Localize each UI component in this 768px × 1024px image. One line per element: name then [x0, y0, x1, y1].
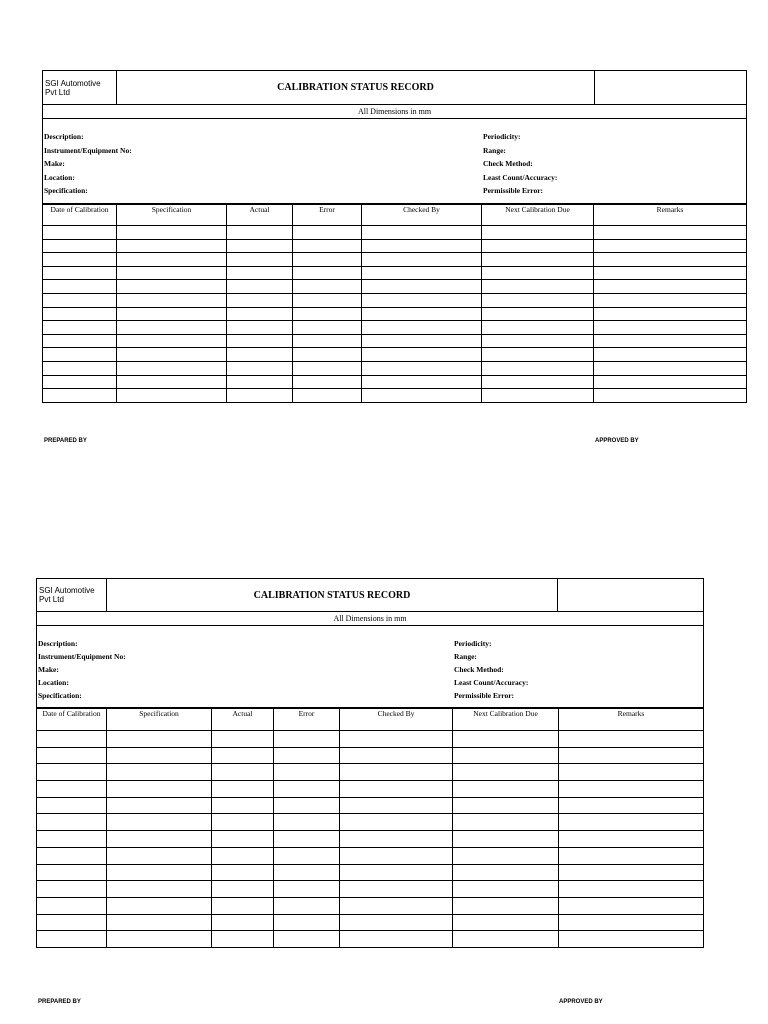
details-section — [42, 119, 747, 204]
table-cell[interactable] — [43, 280, 117, 294]
company-line-1: SGI Automotive — [39, 586, 95, 595]
details-section — [36, 626, 704, 708]
field-description: Description: — [38, 639, 78, 648]
table-cell[interactable] — [559, 914, 704, 931]
dimensions-note: All Dimensions in mm — [37, 612, 704, 626]
col-date-of-calibration: Date of Calibration — [37, 709, 107, 731]
table-cell[interactable] — [453, 864, 559, 881]
details-right — [454, 637, 528, 702]
col-specification: Specification — [107, 709, 212, 731]
table-cell[interactable] — [274, 797, 340, 814]
table-cell[interactable] — [37, 831, 107, 848]
table-cell[interactable] — [227, 280, 293, 294]
table-cell[interactable] — [594, 375, 747, 389]
col-remarks: Remarks — [594, 205, 747, 226]
table-cell[interactable] — [453, 914, 559, 931]
field-check-method: Check Method: — [454, 665, 504, 674]
table-cell[interactable] — [293, 307, 362, 321]
dimensions-note: All Dimensions in mm — [43, 105, 747, 119]
table-cell[interactable] — [293, 239, 362, 253]
calibration-form-1 — [42, 70, 747, 403]
table-cell[interactable] — [274, 747, 340, 764]
table-row — [37, 864, 704, 881]
table-cell[interactable] — [227, 253, 293, 267]
table-cell[interactable] — [227, 334, 293, 348]
table-cell[interactable] — [107, 797, 212, 814]
table-cell[interactable] — [482, 307, 594, 321]
table-cell[interactable] — [594, 226, 747, 240]
table-cell[interactable] — [453, 847, 559, 864]
table-row — [37, 797, 704, 814]
table-cell[interactable] — [482, 348, 594, 362]
table-cell[interactable] — [293, 266, 362, 280]
table-cell[interactable] — [227, 226, 293, 240]
table-cell[interactable] — [362, 266, 482, 280]
table-cell[interactable] — [482, 389, 594, 403]
table-cell[interactable] — [274, 914, 340, 931]
table-cell[interactable] — [293, 226, 362, 240]
table-row — [43, 293, 747, 307]
table-cell[interactable] — [43, 361, 117, 375]
table-cell[interactable] — [212, 764, 274, 781]
table-cell[interactable] — [482, 226, 594, 240]
form-title: CALIBRATION STATUS RECORD — [117, 71, 595, 105]
table-cell[interactable] — [117, 375, 227, 389]
table-body — [37, 731, 704, 948]
approved-by-label: APPROVED BY — [559, 999, 603, 1005]
field-periodicity: Periodicity: — [483, 132, 521, 141]
table-cell[interactable] — [274, 931, 340, 948]
table-cell[interactable] — [37, 814, 107, 831]
field-least-count: Least Count/Accuracy: — [483, 172, 558, 182]
table-cell[interactable] — [43, 321, 117, 335]
table-cell[interactable] — [594, 389, 747, 403]
table-cell[interactable] — [594, 321, 747, 335]
table-cell[interactable] — [293, 361, 362, 375]
table-cell[interactable] — [37, 731, 107, 748]
table-row — [37, 897, 704, 914]
table-cell[interactable] — [559, 881, 704, 898]
table-cell[interactable] — [212, 797, 274, 814]
table-cell[interactable] — [340, 847, 453, 864]
form-header — [36, 578, 704, 626]
company-line-2: Pvt Ltd — [45, 87, 70, 97]
table-row — [43, 239, 747, 253]
table-cell[interactable] — [37, 897, 107, 914]
col-error: Error — [274, 709, 340, 731]
table-cell[interactable] — [340, 731, 453, 748]
table-cell[interactable] — [293, 253, 362, 267]
table-cell[interactable] — [227, 361, 293, 375]
table-cell[interactable] — [117, 239, 227, 253]
table-cell[interactable] — [340, 864, 453, 881]
table-cell[interactable] — [117, 321, 227, 335]
field-description: Description: — [44, 132, 84, 141]
table-cell[interactable] — [362, 348, 482, 362]
table-cell[interactable] — [362, 226, 482, 240]
table-cell[interactable] — [43, 348, 117, 362]
table-cell[interactable] — [559, 847, 704, 864]
header-blank-cell — [595, 71, 747, 105]
table-cell[interactable] — [559, 764, 704, 781]
col-error: Error — [293, 205, 362, 226]
details-left — [38, 637, 126, 702]
col-next-calibration-due: Next Calibration Due — [482, 205, 594, 226]
table-cell[interactable] — [340, 881, 453, 898]
table-row — [37, 814, 704, 831]
table-cell[interactable] — [293, 375, 362, 389]
table-cell[interactable] — [43, 226, 117, 240]
table-cell[interactable] — [43, 334, 117, 348]
field-location: Location: — [44, 172, 75, 182]
calibration-form-2 — [36, 578, 704, 948]
table-cell[interactable] — [453, 814, 559, 831]
table-cell[interactable] — [37, 914, 107, 931]
table-cell[interactable] — [43, 389, 117, 403]
table-cell[interactable] — [293, 321, 362, 335]
table-cell[interactable] — [212, 914, 274, 931]
field-permissible-error: Permissible Error: — [483, 186, 544, 196]
table-cell[interactable] — [340, 797, 453, 814]
table-cell[interactable] — [559, 731, 704, 748]
table-cell[interactable] — [340, 764, 453, 781]
col-checked-by: Checked By — [340, 709, 453, 731]
table-cell[interactable] — [274, 864, 340, 881]
table-cell[interactable] — [37, 881, 107, 898]
field-check-method: Check Method: — [483, 159, 533, 169]
table-row — [37, 764, 704, 781]
table-cell[interactable] — [293, 348, 362, 362]
table-cell[interactable] — [362, 389, 482, 403]
table-row — [43, 348, 747, 362]
table-cell[interactable] — [482, 293, 594, 307]
company-name — [37, 579, 107, 612]
table-cell[interactable] — [559, 831, 704, 848]
field-instrument-no: Instrument/Equipment No: — [38, 652, 126, 661]
table-cell[interactable] — [453, 881, 559, 898]
table-cell[interactable] — [227, 307, 293, 321]
col-actual: Actual — [227, 205, 293, 226]
table-cell[interactable] — [227, 293, 293, 307]
table-cell[interactable] — [37, 864, 107, 881]
table-cell[interactable] — [594, 280, 747, 294]
col-checked-by: Checked By — [362, 205, 482, 226]
table-cell[interactable] — [362, 375, 482, 389]
table-cell[interactable] — [43, 253, 117, 267]
table-cell[interactable] — [362, 239, 482, 253]
table-row — [37, 747, 704, 764]
table-cell[interactable] — [43, 293, 117, 307]
col-next-calibration-due: Next Calibration Due — [453, 709, 559, 731]
table-row — [43, 375, 747, 389]
table-cell[interactable] — [340, 914, 453, 931]
table-cell[interactable] — [37, 797, 107, 814]
table-cell[interactable] — [482, 361, 594, 375]
table-cell[interactable] — [362, 293, 482, 307]
table-cell[interactable] — [107, 881, 212, 898]
table-cell[interactable] — [117, 293, 227, 307]
table-row — [43, 266, 747, 280]
table-body — [43, 226, 747, 403]
table-cell[interactable] — [453, 931, 559, 948]
table-cell[interactable] — [453, 731, 559, 748]
table-cell[interactable] — [453, 764, 559, 781]
table-cell[interactable] — [340, 831, 453, 848]
table-cell[interactable] — [212, 864, 274, 881]
col-remarks: Remarks — [559, 709, 704, 731]
table-cell[interactable] — [43, 375, 117, 389]
header-blank-cell — [558, 579, 704, 612]
table-cell[interactable] — [227, 389, 293, 403]
approved-by-label: APPROVED BY — [595, 438, 639, 444]
table-cell[interactable] — [107, 931, 212, 948]
table-cell[interactable] — [43, 266, 117, 280]
calibration-table — [42, 204, 747, 403]
table-cell[interactable] — [107, 847, 212, 864]
table-cell[interactable] — [107, 747, 212, 764]
table-cell[interactable] — [362, 280, 482, 294]
table-cell[interactable] — [453, 797, 559, 814]
table-cell[interactable] — [362, 334, 482, 348]
field-periodicity: Periodicity: — [454, 639, 492, 648]
company-line-2: Pvt Ltd — [39, 595, 64, 604]
table-cell[interactable] — [594, 239, 747, 253]
table-cell[interactable] — [212, 897, 274, 914]
table-cell[interactable] — [274, 881, 340, 898]
table-cell[interactable] — [559, 797, 704, 814]
table-cell[interactable] — [117, 361, 227, 375]
table-cell[interactable] — [482, 253, 594, 267]
table-cell[interactable] — [293, 293, 362, 307]
table-cell[interactable] — [594, 348, 747, 362]
table-cell[interactable] — [117, 226, 227, 240]
table-cell[interactable] — [594, 334, 747, 348]
table-cell[interactable] — [117, 307, 227, 321]
table-cell[interactable] — [212, 881, 274, 898]
field-make: Make: — [44, 159, 65, 169]
table-cell[interactable] — [293, 389, 362, 403]
table-cell[interactable] — [227, 375, 293, 389]
table-row — [43, 334, 747, 348]
table-cell[interactable] — [274, 847, 340, 864]
prepared-by-label: PREPARED BY — [38, 999, 81, 1005]
table-cell[interactable] — [482, 266, 594, 280]
table-row — [43, 253, 747, 267]
table-cell[interactable] — [293, 334, 362, 348]
calibration-table — [36, 708, 704, 948]
table-cell[interactable] — [559, 747, 704, 764]
table-cell[interactable] — [107, 764, 212, 781]
table-cell[interactable] — [43, 239, 117, 253]
table-cell[interactable] — [594, 266, 747, 280]
table-cell[interactable] — [274, 897, 340, 914]
table-row — [43, 307, 747, 321]
table-cell[interactable] — [274, 831, 340, 848]
table-cell[interactable] — [107, 731, 212, 748]
table-cell[interactable] — [594, 361, 747, 375]
table-header-row — [37, 709, 704, 731]
table-cell[interactable] — [559, 864, 704, 881]
form-title: CALIBRATION STATUS RECORD — [107, 579, 558, 612]
table-row — [43, 226, 747, 240]
table-cell[interactable] — [117, 334, 227, 348]
table-cell[interactable] — [453, 831, 559, 848]
table-cell[interactable] — [212, 814, 274, 831]
table-row — [43, 361, 747, 375]
table-cell[interactable] — [107, 914, 212, 931]
field-specification: Specification: — [44, 186, 88, 196]
prepared-by-label: PREPARED BY — [44, 438, 87, 444]
table-row — [37, 831, 704, 848]
form-header — [42, 70, 747, 119]
table-cell[interactable] — [43, 307, 117, 321]
table-cell[interactable] — [559, 931, 704, 948]
table-row — [37, 781, 704, 798]
table-cell[interactable] — [212, 747, 274, 764]
table-cell[interactable] — [362, 321, 482, 335]
table-header-row — [43, 205, 747, 226]
table-cell[interactable] — [107, 897, 212, 914]
table-cell[interactable] — [293, 280, 362, 294]
table-cell[interactable] — [117, 280, 227, 294]
table-cell[interactable] — [482, 280, 594, 294]
table-cell[interactable] — [482, 239, 594, 253]
table-cell[interactable] — [227, 239, 293, 253]
company-name — [43, 71, 117, 105]
field-specification: Specification: — [38, 691, 82, 700]
field-location: Location: — [38, 678, 69, 687]
table-cell[interactable] — [37, 747, 107, 764]
table-cell[interactable] — [107, 814, 212, 831]
details-right — [483, 130, 557, 198]
table-cell[interactable] — [594, 253, 747, 267]
field-make: Make: — [38, 665, 59, 674]
field-least-count: Least Count/Accuracy: — [454, 678, 529, 687]
table-cell[interactable] — [274, 781, 340, 798]
table-cell[interactable] — [559, 814, 704, 831]
table-cell[interactable] — [212, 847, 274, 864]
table-cell[interactable] — [559, 897, 704, 914]
table-row — [43, 389, 747, 403]
table-cell[interactable] — [362, 307, 482, 321]
table-cell[interactable] — [107, 781, 212, 798]
table-cell[interactable] — [107, 831, 212, 848]
table-cell[interactable] — [594, 307, 747, 321]
table-cell[interactable] — [227, 348, 293, 362]
company-line-1: SGI Automotive — [45, 78, 101, 88]
col-actual: Actual — [212, 709, 274, 731]
table-cell[interactable] — [274, 764, 340, 781]
table-cell[interactable] — [362, 361, 482, 375]
table-cell[interactable] — [482, 334, 594, 348]
col-date-of-calibration: Date of Calibration — [43, 205, 117, 226]
table-cell[interactable] — [362, 253, 482, 267]
field-permissible-error: Permissible Error: — [454, 691, 515, 700]
field-range: Range: — [454, 652, 477, 661]
table-cell[interactable] — [559, 781, 704, 798]
table-cell[interactable] — [117, 253, 227, 267]
table-cell[interactable] — [37, 847, 107, 864]
table-cell[interactable] — [482, 375, 594, 389]
table-cell[interactable] — [340, 931, 453, 948]
table-cell[interactable] — [482, 321, 594, 335]
table-cell[interactable] — [594, 293, 747, 307]
table-row — [43, 280, 747, 294]
details-left — [44, 130, 132, 198]
table-cell[interactable] — [453, 781, 559, 798]
table-cell[interactable] — [212, 781, 274, 798]
table-cell[interactable] — [117, 348, 227, 362]
table-row — [37, 731, 704, 748]
table-row — [37, 931, 704, 948]
table-cell[interactable] — [37, 764, 107, 781]
table-cell[interactable] — [274, 731, 340, 748]
table-cell[interactable] — [274, 814, 340, 831]
table-row — [37, 914, 704, 931]
field-instrument-no: Instrument/Equipment No: — [44, 145, 132, 155]
table-cell[interactable] — [340, 781, 453, 798]
table-cell[interactable] — [212, 731, 274, 748]
table-cell[interactable] — [212, 831, 274, 848]
col-specification: Specification — [117, 205, 227, 226]
table-cell[interactable] — [117, 389, 227, 403]
table-cell[interactable] — [212, 931, 274, 948]
field-range: Range: — [483, 145, 506, 155]
table-cell[interactable] — [340, 747, 453, 764]
table-row — [43, 321, 747, 335]
table-cell[interactable] — [37, 931, 107, 948]
table-cell[interactable] — [227, 321, 293, 335]
table-cell[interactable] — [453, 747, 559, 764]
table-cell[interactable] — [340, 897, 453, 914]
table-cell[interactable] — [453, 897, 559, 914]
table-cell[interactable] — [340, 814, 453, 831]
table-cell[interactable] — [227, 266, 293, 280]
table-cell[interactable] — [117, 266, 227, 280]
table-cell[interactable] — [37, 781, 107, 798]
table-cell[interactable] — [107, 864, 212, 881]
table-row — [37, 847, 704, 864]
table-row — [37, 881, 704, 898]
